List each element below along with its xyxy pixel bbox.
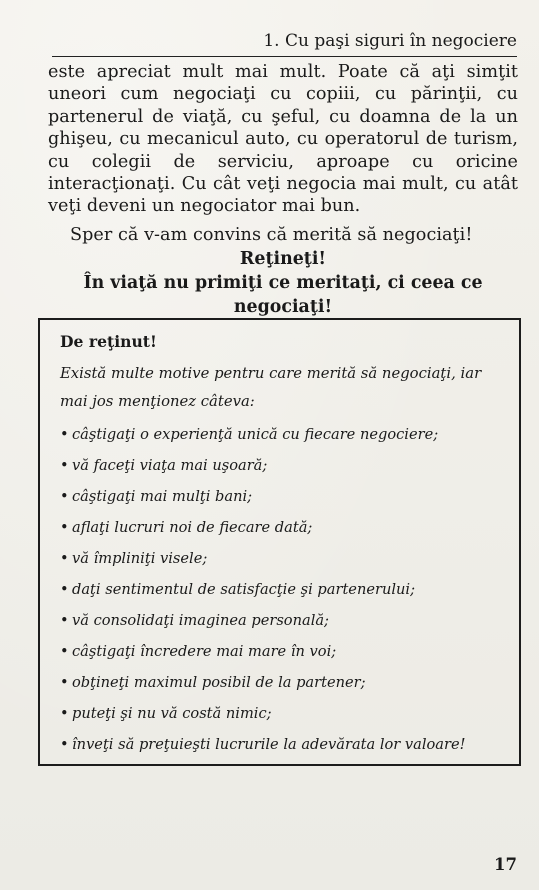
- list-item-text: câştigaţi încredere mai mare în voi;: [72, 643, 337, 660]
- paragraph: este apreciat mult mai mult. Poate că aţi simţit uneori cum negociaţi cu copiii, cu părinţii, cu partenerul de viaţă, cu şeful, cu doamna de la un ghişeu, cu mecanicul auto, cu operatorul de turism, cu colegii de serviciu, aproape cu oricine interacţionaţi. Cu cât veţi negocia mai mult, cu atât veţi deveni un negociator mai bun.: [48, 62, 518, 217]
- bullet-icon: •: [60, 643, 69, 660]
- bullet-icon: •: [60, 736, 69, 753]
- reasons-list: [60, 419, 503, 760]
- list-item: [60, 574, 503, 605]
- list-item-text: câştigaţi o experienţă unică cu fiecare negociere;: [72, 426, 439, 443]
- list-item: [60, 729, 503, 760]
- bullet-icon: •: [60, 581, 69, 598]
- box-intro: Există multe motive pentru care merită să negociaţi, iar mai jos menţionez câteva:: [60, 365, 482, 410]
- list-item-text: vă împliniţi visele;: [72, 550, 208, 567]
- body-text: [48, 61, 518, 246]
- list-item: [60, 605, 503, 636]
- bullet-icon: •: [60, 705, 69, 722]
- list-item-text: înveţi să preţuieşti lucrurile la adevărata lor valoare!: [72, 736, 466, 753]
- page-number: 17: [494, 855, 517, 874]
- list-item: [60, 450, 503, 481]
- bullet-icon: •: [60, 426, 69, 443]
- bullet-icon: •: [60, 612, 69, 629]
- retineti-title: Reţineţi!: [239, 249, 327, 269]
- bullet-icon: •: [60, 550, 69, 567]
- list-item-text: puteţi şi nu vă costă nimic;: [72, 705, 272, 722]
- list-item-text: obţineţi maximul posibil de la partener;: [72, 674, 366, 691]
- bullet-icon: •: [60, 488, 69, 505]
- box-title: De reţinut!: [60, 332, 157, 351]
- list-item-text: câştigaţi mai mulţi bani;: [72, 488, 253, 505]
- list-item: [60, 636, 503, 667]
- paragraph: Sper că v-am convins că merită să negociaţi!: [70, 224, 473, 245]
- list-item: [60, 481, 503, 512]
- running-header: [52, 30, 517, 57]
- list-item-text: aflaţi lucruri noi de fiecare dată;: [72, 519, 313, 536]
- list-item: [60, 543, 503, 574]
- de-retinut-box: [38, 318, 521, 766]
- list-item: [60, 698, 503, 729]
- bullet-icon: •: [60, 674, 69, 691]
- retineti-callout: [48, 247, 518, 319]
- list-item: [60, 419, 503, 450]
- list-item: [60, 512, 503, 543]
- retineti-subtitle: În viaţă nu primiţi ce meritaţi, ci ceea ce negociaţi!: [83, 273, 483, 317]
- list-item-text: daţi sentimentul de satisfacţie şi partenerului;: [72, 581, 416, 598]
- bullet-icon: •: [60, 457, 69, 474]
- chapter-title: 1. Cu paşi siguri în negociere: [263, 31, 517, 51]
- bullet-icon: •: [60, 519, 69, 536]
- list-item-text: vă faceţi viaţa mai uşoară;: [72, 457, 268, 474]
- list-item: [60, 667, 503, 698]
- list-item-text: vă consolidaţi imaginea personală;: [72, 612, 329, 629]
